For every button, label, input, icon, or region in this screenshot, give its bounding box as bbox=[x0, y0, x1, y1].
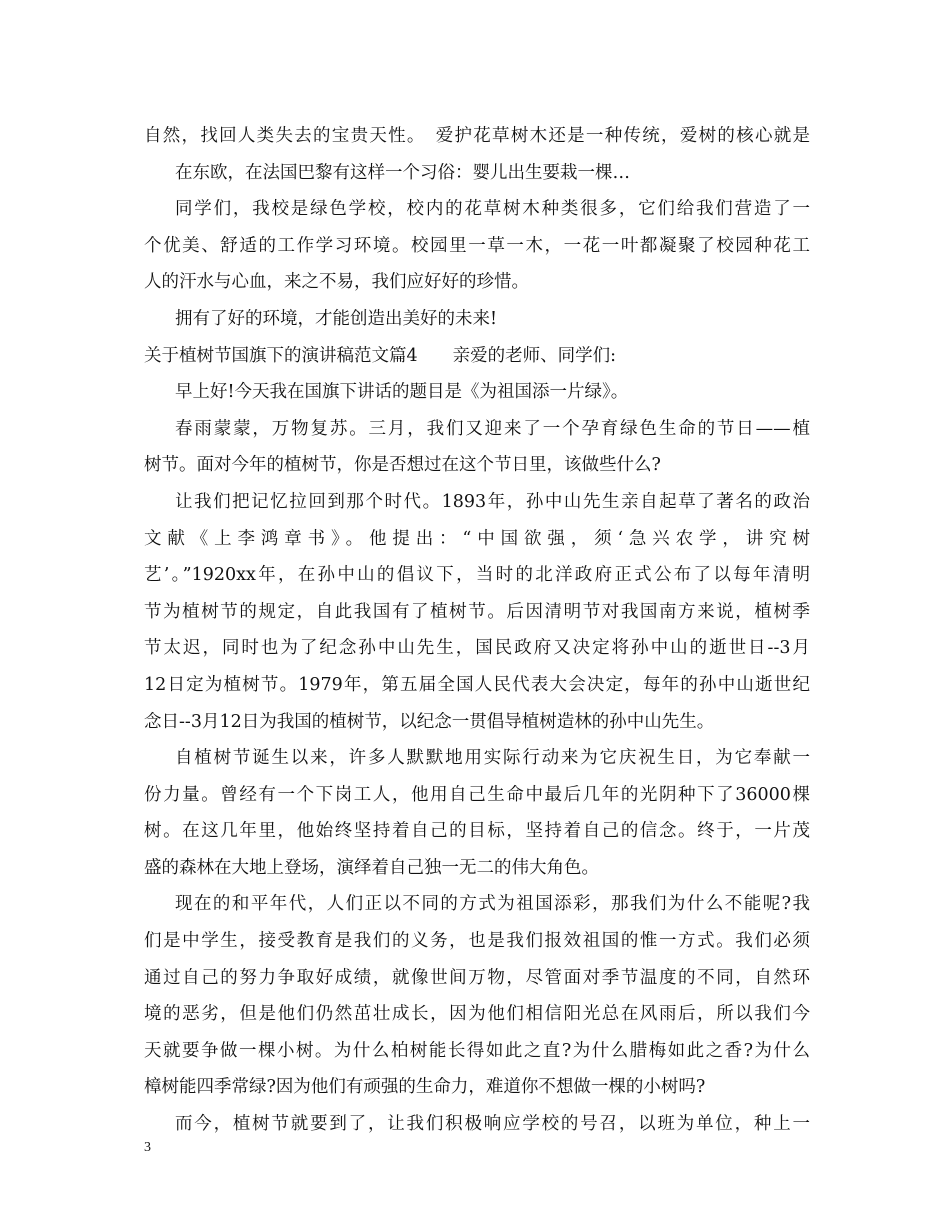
text-line: 份力量。曾经有一个下岗工人，他用自己生命中最后几年的光阴种下了36000棵 bbox=[144, 784, 810, 805]
page-number: 3 bbox=[144, 1140, 151, 1155]
text-line: 树。在这几年里，他始终坚持着自己的目标，坚持着自己的信念。终于，一片茂 bbox=[144, 821, 810, 842]
text-line: 艺’。”1920xx年，在孙中山的倡议下，当时的北洋政府正式公布了以每年清明 bbox=[144, 565, 810, 586]
paragraph-start-line: 自植树节诞生以来，许多人默默地用实际行动来为它庆祝生日，为它奉献一 bbox=[175, 748, 810, 769]
text-line: 境的恶劣，但是他们仍然茁壮成长，因为他们相信阳光总在风雨后，所以我们今 bbox=[144, 1004, 810, 1025]
document-body bbox=[144, 118, 810, 1143]
text-line: 在东欧，在法国巴黎有这样一个习俗：婴儿出生要栽一棵… bbox=[175, 162, 630, 183]
text-line: 12日定为植树节。1979年，第五届全国人民代表大会决定，每年的孙中山逝世纪 bbox=[144, 674, 810, 695]
paragraph-start-line: 春雨蒙蒙，万物复苏。三月，我们又迎来了一个孕育绿色生命的节日——植 bbox=[175, 418, 810, 439]
text-line: 节太迟，同时也为了纪念孙中山先生，国民政府又决定将孙中山的逝世日--3月 bbox=[144, 638, 810, 659]
paragraph-start-line: 同学们，我校是绿色学校，校内的花草树木种类很多，它们给我们营造了一 bbox=[175, 199, 810, 220]
text-line: 个优美、舒适的工作学习环境。校园里一草一木，一花一叶都凝聚了校园种花工 bbox=[144, 235, 810, 256]
paragraph-start-line: 让我们把记忆拉回到那个时代。1893年，孙中山先生亲自起草了著名的政治 bbox=[175, 491, 810, 512]
text-line: 树节。面对今年的植树节，你是否想过在这个节日里，该做些什么? bbox=[144, 455, 661, 476]
text-line: 盛的森林在大地上登场，演绎着自己独一无二的伟大角色。 bbox=[144, 857, 599, 878]
paragraph-start-line: 拥有了好的环境，才能创造出美好的未来! bbox=[175, 308, 498, 329]
text-line: 樟树能四季常绿?因为他们有顽强的生命力，难道你不想做一棵的小树吗? bbox=[144, 1077, 706, 1098]
paragraph-start-line: 现在的和平年代，人们正以不同的方式为祖国添彩，那我们为什么不能呢?我 bbox=[175, 894, 810, 915]
text-line: 文献《上李鸿章书》。他提出：“中国欲强，须‘急兴农学，讲究树 bbox=[144, 528, 810, 549]
paragraph-start-line: 早上好!今天我在国旗下讲话的题目是《为祖国添一片绿》。 bbox=[175, 382, 629, 403]
section-heading-line: 关于植树节国旗下的演讲稿范文篇4 亲爱的老师、同学们: bbox=[144, 345, 617, 366]
text-line: 们是中学生，接受教育是我们的义务，也是我们报效祖国的惟一方式。我们必须 bbox=[144, 931, 810, 952]
text-line: 节为植树节的规定，自此我国有了植树节。后因清明节对我国南方来说，植树季 bbox=[144, 601, 810, 622]
text-line: 通过自己的努力争取好成绩，就像世间万物，尽管面对季节温度的不同，自然环 bbox=[144, 967, 810, 988]
text-line: 人的汗水与心血，来之不易，我们应好好的珍惜。 bbox=[144, 272, 529, 293]
text-line: 念日--3月12日为我国的植树节，以纪念一贯倡导植树造林的孙中山先生。 bbox=[144, 711, 715, 732]
text-line: 自然，找回人类失去的宝贵天性。 爱护花草树木还是一种传统，爱树的核心就是 bbox=[144, 126, 810, 146]
paragraph-start-line: 而今，植树节就要到了，让我们积极响应学校的号召，以班为单位，种上一 bbox=[175, 1114, 810, 1135]
text-line: 天就要争做一棵小树。为什么柏树能长得如此之直?为什么腊梅如此之香?为什么 bbox=[144, 1040, 810, 1061]
